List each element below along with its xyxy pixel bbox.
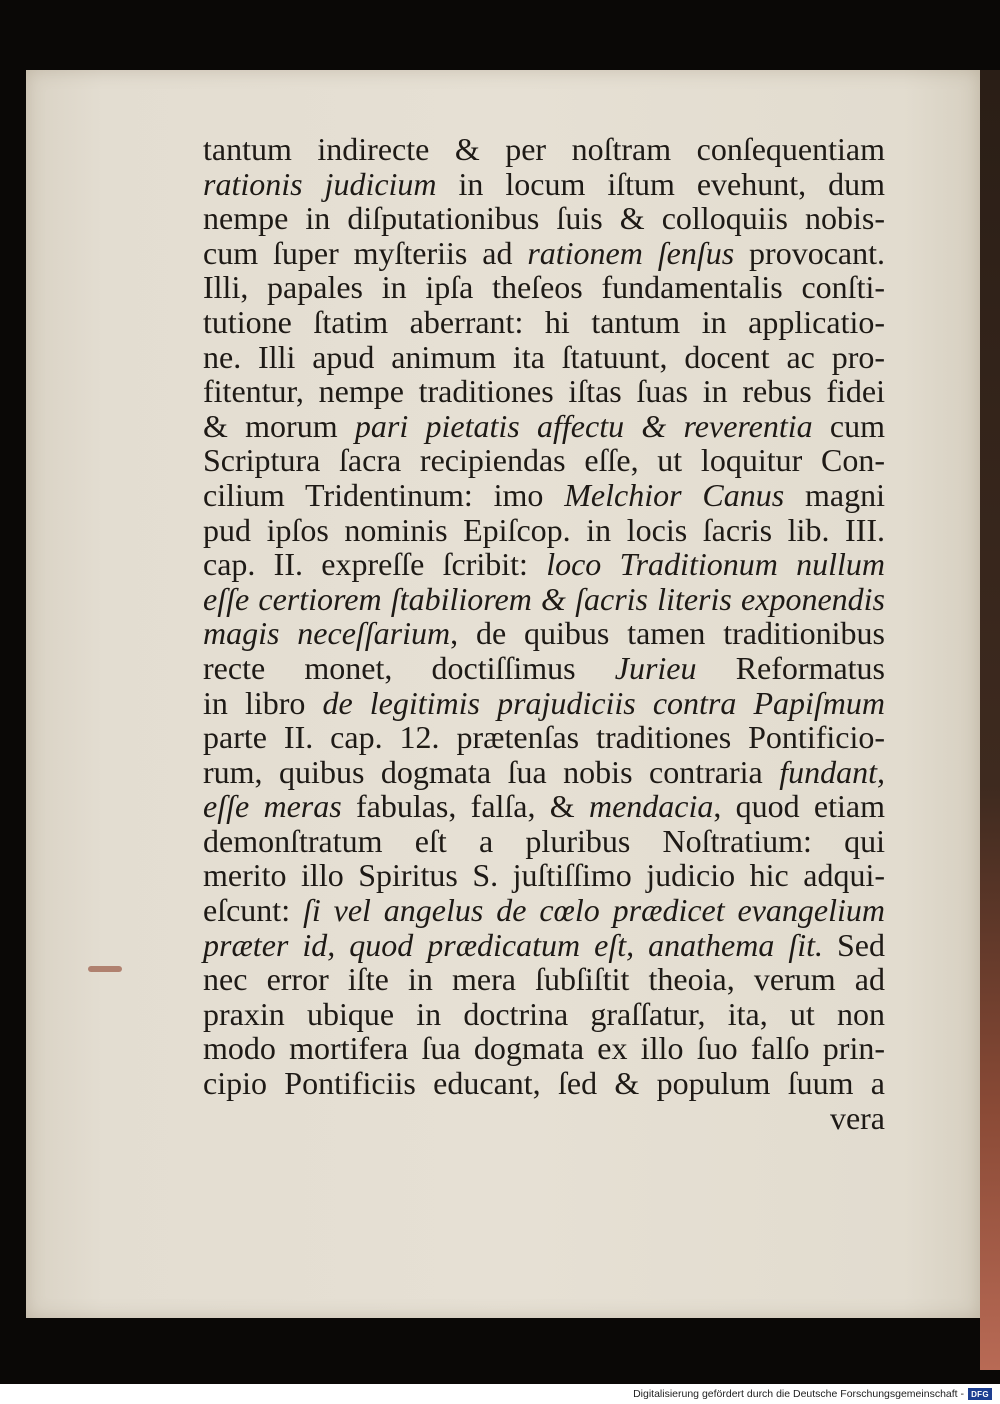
dfg-logo: DFG (968, 1388, 992, 1400)
text-segment: Scriptura ſacra recipiendas eſſe, ut loquitur Con- (203, 442, 885, 479)
book-edge (980, 70, 1000, 1370)
text-line (203, 755, 885, 790)
text-line (203, 789, 885, 824)
text-line (203, 997, 885, 1032)
italic-segment: Melchior Canus (564, 476, 785, 513)
text-line (203, 1101, 885, 1136)
text-segment: cum ſuper myſteriis ad (203, 234, 528, 271)
text-line (203, 270, 885, 305)
italic-segment: ſi vel angelus de cœlo prædicet evangelium (302, 892, 886, 929)
text-line (203, 340, 885, 375)
text-segment: tutione ſtatim aberrant: hi tantum in applicatio- (203, 303, 885, 340)
text-segment: , quod etiam (713, 788, 885, 825)
text-segment: Sed (823, 926, 886, 963)
italic-segment: loco Traditionum nullum (546, 546, 886, 583)
text-segment: Reformatus (696, 649, 885, 686)
text-segment: nec error iſte in mera ſubſiſtit theoia, verum ad (203, 961, 885, 998)
text-segment: tantum indirecte & per noſtram conſequentiam (203, 131, 885, 167)
text-segment: provocant. (734, 234, 885, 271)
text-line (203, 651, 885, 686)
italic-segment: de legitimis prajudiciis contra Papiſmum (322, 684, 886, 721)
margin-mark (88, 966, 122, 972)
text-segment: rum, quibus dogmata ſua nobis contraria (203, 753, 780, 790)
text-line (203, 893, 885, 928)
text-line (203, 616, 885, 651)
italic-segment: fundant, (779, 753, 885, 790)
italic-segment: rationis judicium (203, 165, 437, 202)
text-segment: in locum iſtum evehunt, dum (436, 165, 885, 202)
text-line (203, 720, 885, 755)
footer (633, 1386, 992, 1402)
text-segment: fitentur, nempe traditiones iſtas ſuas in rebus fidei (203, 373, 885, 410)
text-segment: ne. Illi apud animum ita ſtatuunt, docent ac pro- (203, 338, 885, 375)
text-segment: , de quibus tamen traditionibus (450, 615, 886, 652)
italic-segment: eſſe certiorem ſtabiliorem & ſacris literis exponendis (203, 580, 885, 617)
page-text (203, 132, 885, 1135)
italic-segment: rationem ſenſus (527, 234, 735, 271)
text-line (203, 201, 885, 236)
text-line (203, 1066, 885, 1101)
text-line (203, 374, 885, 409)
text-line (203, 513, 885, 548)
text-segment: in libro (203, 684, 323, 721)
text-segment: recte monet, doctiſſimus (203, 649, 615, 686)
text-line (203, 928, 885, 963)
text-segment: & morum (203, 407, 355, 444)
text-segment: pud ipſos nominis Epiſcop. in locis ſacris lib. III. (203, 511, 885, 548)
text-segment: fabulas, falſa, & (341, 788, 589, 825)
italic-segment: Jurieu (614, 649, 697, 686)
text-segment: magni (784, 476, 885, 513)
text-segment: cilium Tridentinum: imo (203, 476, 565, 513)
text-segment: parte II. cap. 12. prætenſas traditiones Pontificio- (203, 719, 885, 756)
text-line (203, 478, 885, 513)
italic-segment: eſſe meras (203, 788, 342, 825)
text-line (203, 236, 885, 271)
text-segment: nempe in diſputationibus ſuis & colloquiis nobis- (203, 200, 885, 237)
text-segment: cipio Pontificiis educant, ſed & populum ſuum a (203, 1065, 885, 1102)
text-line (203, 409, 885, 444)
text-line (203, 858, 885, 893)
text-line (203, 1031, 885, 1066)
footer-credit: Digitalisierung gefördert durch die Deutsche Forschungsgemeinschaft - (633, 1388, 964, 1400)
text-segment: praxin ubique in doctrina graſſatur, ita, ut non (203, 995, 885, 1032)
text-segment: Illi, papales in ipſa theſeos fundamentalis conſti- (203, 269, 885, 306)
text-segment: demonſtratum eſt a pluribus Noſtratium: qui (203, 822, 885, 859)
text-line (203, 167, 885, 202)
text-line (203, 686, 885, 721)
text-line (203, 824, 885, 859)
text-line (203, 305, 885, 340)
italic-segment: mendacia (588, 788, 714, 825)
italic-segment: pari pietatis affectu & reverentia (354, 407, 813, 444)
italic-segment: præter id, quod prædicatum eſt, anathema ſit. (203, 926, 823, 963)
text-line (203, 962, 885, 997)
text-segment: modo mortifera ſua dogmata ex illo ſuo falſo prin- (203, 1030, 885, 1067)
text-line (203, 132, 885, 167)
text-segment: vera (829, 1099, 885, 1136)
text-segment: merito illo Spiritus S. juſtiſſimo judicio hic adqui- (203, 857, 885, 894)
text-line (203, 547, 885, 582)
text-segment: cum (812, 407, 886, 444)
italic-segment: magis neceſſarium (203, 615, 451, 652)
text-line (203, 443, 885, 478)
text-line (203, 582, 885, 617)
text-segment: eſcunt: (203, 892, 303, 929)
text-segment: cap. II. expreſſe ſcribit: (203, 546, 547, 583)
